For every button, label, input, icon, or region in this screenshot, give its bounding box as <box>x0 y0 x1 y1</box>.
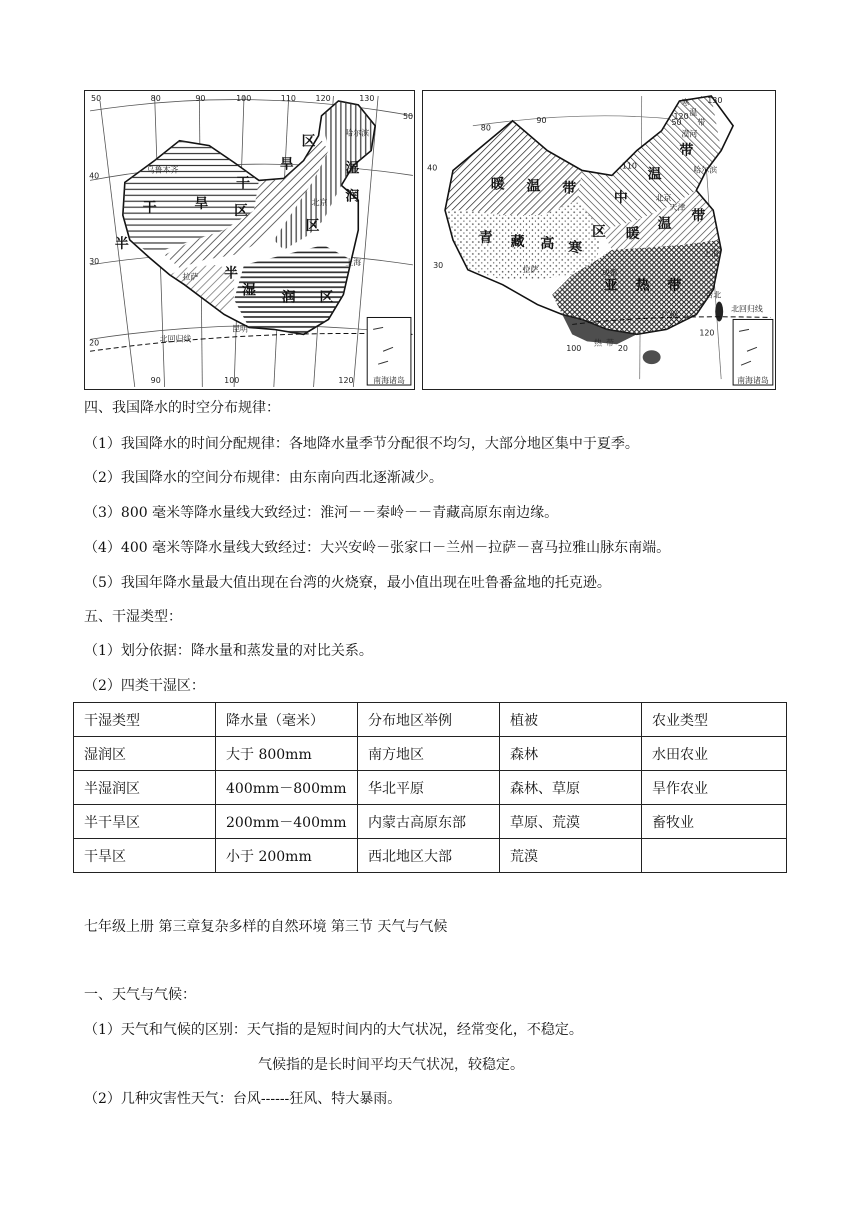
table-cell: 湿润区 <box>74 737 216 771</box>
right-city-shanghai: 上海 <box>703 248 720 258</box>
right-city-beijing: 北京 <box>655 193 672 203</box>
table-cell: 200mm－400mm <box>216 805 358 839</box>
section1-item-2: （2）几种灾害性天气：台风------狂风、特大暴雨。 <box>84 1091 402 1107</box>
map-figures <box>84 90 776 390</box>
left-region-char: 区 <box>319 289 334 306</box>
left-city-urumqi: 乌鲁木齐 <box>146 165 179 175</box>
left-region-char: 区 <box>301 133 316 150</box>
right-bottom-100: 100 <box>566 344 582 354</box>
left-region-char: 湿 <box>242 282 256 299</box>
section5-item-2: （2）四类干湿区： <box>84 678 205 694</box>
right-region-char: 寒 <box>568 239 583 256</box>
right-city-mohe: 漠河 <box>681 129 698 139</box>
right-city-lhasa: 拉萨 <box>522 264 539 274</box>
left-bottom-120: 120 <box>338 376 354 386</box>
right-region-char: 藏 <box>510 233 525 250</box>
left-region-char: 干 <box>236 175 250 192</box>
right-region-char: 带 <box>605 338 614 348</box>
right-inset-label: 南海诸岛 <box>737 376 769 386</box>
left-lat-30: 30 <box>89 256 100 266</box>
left-region-char: 润 <box>345 188 360 205</box>
section4-item-5: （5）我国年降水量最大值出现在台湾的火烧寮，最小值出现在吐鲁番盆地的托克逊。 <box>84 575 611 591</box>
right-bottom-120: 120 <box>699 328 715 338</box>
table-cell: 半湿润区 <box>74 771 216 805</box>
left-region-char: 半 <box>114 235 129 252</box>
left-bottom-100: 100 <box>224 376 240 386</box>
right-region-char: 带 <box>679 142 694 159</box>
right-region-char: 寒 <box>681 97 690 107</box>
left-lat-50: 50 <box>402 111 414 121</box>
left-city-beijing: 北京 <box>311 198 328 208</box>
left-lat-20: 20 <box>89 338 100 348</box>
left-tropic-label: 北回归线 <box>159 334 192 344</box>
temperature-zones-map <box>422 90 776 390</box>
table-cell: 华北平原 <box>358 771 500 805</box>
section1-item-1-continued: 气候指的是长时间平均天气状况，较稳定。 <box>258 1057 524 1073</box>
section4-item-3: （3）800 毫米等降水量线大致经过：淮河－－秦岭－－青藏高原东南边缘。 <box>84 505 559 521</box>
right-region-char: 热 <box>594 338 602 348</box>
dry-wet-regions-map <box>84 90 415 390</box>
left-city-lhasa: 拉萨 <box>182 272 199 282</box>
right-city-taipei: 台北 <box>705 290 722 300</box>
table-cell: 400mm－800mm <box>216 771 358 805</box>
table-cell: 荒漠 <box>500 839 642 873</box>
right-city-harbin: 哈尔滨 <box>693 165 718 175</box>
table-row <box>74 805 787 839</box>
left-region-char: 湿 <box>345 160 360 177</box>
right-lat-20: 20 <box>617 344 628 354</box>
left-bottom-90: 90 <box>150 376 161 386</box>
right-region-char: 温 <box>647 166 662 183</box>
right-region-char: 区 <box>592 224 606 241</box>
table-cell: 小于 200mm <box>216 839 358 873</box>
table-cell: 西北地区大部 <box>358 839 500 873</box>
table-header-cell: 降水量（毫米） <box>216 703 358 737</box>
table-row <box>74 771 787 805</box>
table-cell: 内蒙古高原东部 <box>358 805 500 839</box>
right-region-char: 亚 <box>603 277 618 294</box>
right-region-char: 温 <box>526 178 541 195</box>
right-region-char: 暖 <box>490 176 505 193</box>
table-header-cell: 农业类型 <box>642 703 787 737</box>
right-lat-50: 50 <box>671 117 682 127</box>
right-region-char: 温 <box>689 107 698 117</box>
left-lon-100: 100 <box>236 93 252 103</box>
right-lon-80: 80 <box>480 123 491 133</box>
right-lon-110: 110 <box>621 161 638 171</box>
table-header-cell: 分布地区举例 <box>358 703 500 737</box>
left-region-char: 干 <box>142 200 157 217</box>
section4-item-2: （2）我国降水的空间分布规律：由东南向西北逐渐减少。 <box>84 470 443 486</box>
right-region-char: 高 <box>540 235 555 252</box>
section5-item-1: （1）划分依据：降水量和蒸发量的对比关系。 <box>84 643 373 659</box>
table-header-cell: 干湿类型 <box>74 703 216 737</box>
section1-item-1: （1）天气和气候的区别：天气指的是短时间内的大气状况，经常变化，不稳定。 <box>84 1022 583 1038</box>
chapter-title: 七年级上册 第三章复杂多样的自然环境 第三节 天气与气候 <box>84 919 448 935</box>
table-row <box>74 737 787 771</box>
left-city-harbin: 哈尔滨 <box>345 128 370 138</box>
right-region-char: 温 <box>657 216 672 233</box>
table-cell <box>642 839 787 873</box>
table-header-cell: 植被 <box>500 703 642 737</box>
table-cell: 大于 800mm <box>216 737 358 771</box>
dry-wet-map-svg <box>85 91 414 389</box>
right-city-guangzhou: 广州 <box>661 310 678 320</box>
right-region-char: 青 <box>478 229 493 246</box>
right-lon-130: 130 <box>707 95 723 105</box>
temperature-map-svg <box>423 91 775 389</box>
left-lon-90: 90 <box>195 93 206 103</box>
left-region-char: 旱 <box>279 156 294 173</box>
left-region-char: 区 <box>234 203 249 220</box>
right-region-char: 带 <box>562 180 577 197</box>
left-city-kunming: 昆明 <box>232 324 248 334</box>
section5-heading: 五、干湿类型： <box>84 609 182 625</box>
left-inset-label: 南海诸岛 <box>373 376 405 386</box>
right-region-char: 带 <box>697 117 706 127</box>
dry-wet-table <box>73 702 787 873</box>
left-region-char: 半 <box>224 265 239 282</box>
table-cell: 森林、草原 <box>500 771 642 805</box>
left-lon-80: 80 <box>150 93 161 103</box>
right-lat-40: 40 <box>427 163 438 173</box>
left-lon-50: 50 <box>91 93 102 103</box>
table-header-row <box>74 703 787 737</box>
table-cell: 森林 <box>500 737 642 771</box>
right-tropic-label: 北回归线 <box>731 304 763 314</box>
right-region-char: 暖 <box>625 226 640 243</box>
left-region-char: 旱 <box>194 196 209 213</box>
right-region-char: 带 <box>667 277 682 294</box>
table-cell: 水田农业 <box>642 737 787 771</box>
table-cell: 南方地区 <box>358 737 500 771</box>
right-lat-30: 30 <box>433 260 444 270</box>
left-lon-130: 130 <box>359 93 375 103</box>
right-region-char: 带 <box>691 208 706 225</box>
section4-item-4: （4）400 毫米等降水量线大致经过：大兴安岭－张家口－兰州－拉萨－喜马拉雅山脉东南端。 <box>84 540 671 556</box>
table-cell: 旱作农业 <box>642 771 787 805</box>
right-region-char: 热 <box>635 277 650 294</box>
left-region-char: 润 <box>281 289 296 306</box>
right-lon-90: 90 <box>536 115 547 125</box>
left-lat-40: 40 <box>89 171 100 181</box>
right-city-tianjin: 天津 <box>669 203 686 213</box>
table-cell: 半干旱区 <box>74 805 216 839</box>
section1-heading: 一、天气与气候： <box>84 987 196 1003</box>
left-region-char: 区 <box>305 218 320 235</box>
right-region-char: 中 <box>613 190 628 207</box>
left-lon-110: 110 <box>280 93 296 103</box>
table-cell: 畜牧业 <box>642 805 787 839</box>
left-lon-120: 120 <box>315 93 331 103</box>
right-city-chengdu: 成都 <box>601 268 618 278</box>
section4-heading: 四、我国降水的时空分布规律： <box>84 400 280 416</box>
table-cell: 干旱区 <box>74 839 216 873</box>
right-lon-120: 120 <box>673 111 689 121</box>
left-city-shanghai: 上海 <box>345 257 362 267</box>
table-row <box>74 839 787 873</box>
section4-item-1: （1）我国降水的时间分配规律：各地降水量季节分配很不均匀，大部分地区集中于夏季。 <box>84 436 639 452</box>
table-cell: 草原、荒漠 <box>500 805 642 839</box>
